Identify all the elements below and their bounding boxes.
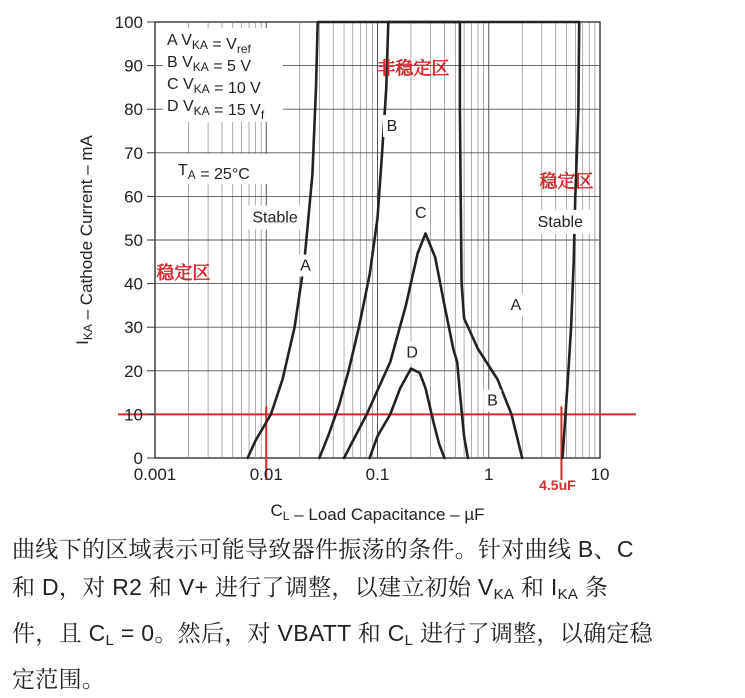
caption-line-3: 件，且 $C_L = 0$。然后，对 VBATT 和 $C_L$ 进行了调整，以确定稳 xyxy=(12,620,653,649)
caption xyxy=(12,530,734,698)
label-a-left: A xyxy=(300,257,311,275)
stable-left: 稳定区 xyxy=(156,263,211,284)
x-axis-label: $C_L$ – Load Capacitance – µF xyxy=(270,501,485,524)
label-b-bottom: B xyxy=(487,392,498,410)
label-b-top: B xyxy=(386,118,398,135)
label-a-right: A xyxy=(510,296,522,314)
y-tick-label: 40 xyxy=(124,274,143,294)
caption-line-2: 和 D，对 R2 和 V+ 进行了调整，以建立初始 $V_{KA}$ 和 $I_{KA}$ 条 xyxy=(12,574,609,603)
legend-entry-a: A $V_{KA} = V_{ref}$ xyxy=(167,32,251,56)
x-tick-label: 0.1 xyxy=(365,465,390,484)
reference-line-label: 4.5uF xyxy=(539,477,576,493)
y-tick-label: 20 xyxy=(124,361,143,381)
legend-entry-b: B $V_{KA} = 5$ V xyxy=(167,54,252,75)
stable-right: 稳定区 xyxy=(539,171,594,192)
label-d: D xyxy=(406,344,418,362)
unstable: 非稳定区 xyxy=(377,58,450,79)
caption-line-4: 定范围。 xyxy=(12,666,106,692)
x-tick-label: 0.001 xyxy=(133,465,177,484)
legend-entry-d: D $V_{KA} = 15$ $V_f$ xyxy=(167,98,265,122)
y-tick-label: 60 xyxy=(124,187,143,207)
y-tick-label: 50 xyxy=(124,231,143,250)
y-tick-label: 80 xyxy=(124,100,143,120)
y-tick-label: 30 xyxy=(124,318,143,338)
legend xyxy=(163,28,283,122)
label-c: C xyxy=(415,205,427,223)
y-tick-label: 0 xyxy=(133,449,143,468)
stable-right-label: Stable xyxy=(537,213,584,231)
x-tick-label: 10 xyxy=(590,465,610,484)
y-tick-label: 70 xyxy=(124,143,143,163)
y-axis-label: $I_{KA}$ – Cathode Current – mA xyxy=(73,135,96,345)
x-tick-label: 1 xyxy=(484,465,494,484)
legend-entry-c: C $V_{KA} = 10$ V xyxy=(167,76,261,97)
y-tick-label: 90 xyxy=(124,56,143,76)
condition-label: $T_A = 25^\circ C$ xyxy=(178,162,250,183)
y-tick-label: 100 xyxy=(114,13,143,32)
caption-line-1: 曲线下的区域表示可能导致器件振荡的条件。针对曲线 B、C xyxy=(12,536,634,562)
stable-left-label: Stable xyxy=(252,209,298,227)
x-tick-label: 0.01 xyxy=(249,465,283,484)
y-tick-label: 10 xyxy=(124,405,143,425)
